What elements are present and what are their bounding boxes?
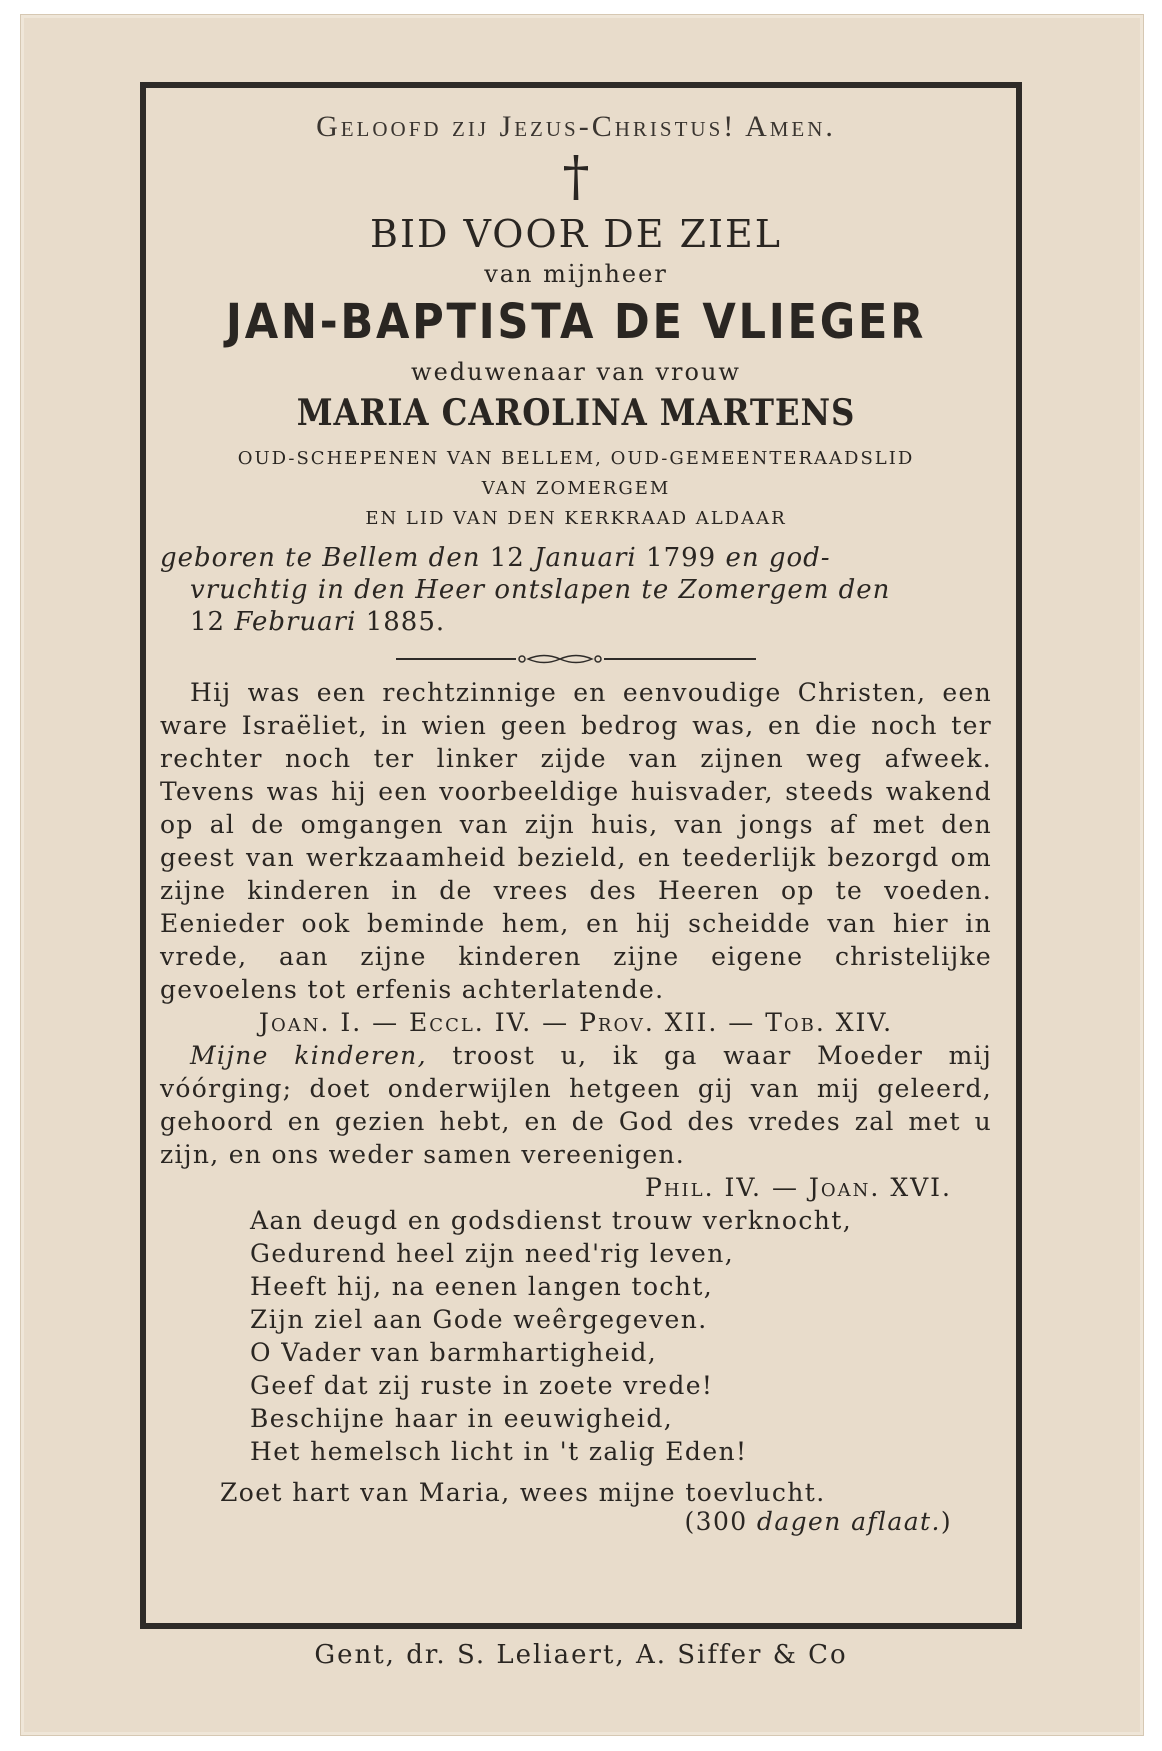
dates-text: en god- <box>716 543 831 573</box>
dates-line-2: vruchtig in den Heer ontslapen te Zomergem den <box>190 575 891 605</box>
verse-line: O Vader van barmhartigheid, <box>250 1338 658 1367</box>
cross-icon: † <box>562 145 590 208</box>
dates-line-1 <box>160 542 992 574</box>
quote-text: troost u, ik ga waar Moeder mij vóórging; doet onderwijlen hetgeen gij van mij geleerd, gehoord en gezien hebt, en de God des vredes zal met u zijn, en ons weder samen vereenigen. <box>160 1041 993 1169</box>
header-text: Geloofd zij Jezus-Christus! Amen. <box>316 110 836 143</box>
dates-text: 12 <box>489 543 525 573</box>
printer-credit: Gent, dr. S. Leliaert, A. Siffer & Co <box>314 1640 848 1670</box>
verse-line: Geef dat zij ruste in zoete vrede! <box>250 1371 714 1400</box>
van-mijnheer: van mijnheer <box>484 260 668 288</box>
quote-block <box>160 1039 992 1171</box>
ornament-divider-icon <box>396 652 756 666</box>
closing-prayer: Zoet hart van Maria, wees mijne toevlucht. <box>220 1478 826 1507</box>
quote-lead: Mijne kinderen, <box>190 1041 427 1070</box>
title-line: OUD-SCHEPENEN VAN BELLEM, OUD-GEMEENTERAADSLID <box>237 448 915 469</box>
indulgence-text: ) <box>940 1507 952 1536</box>
dates-text: Februari <box>234 607 357 637</box>
indulgence-text: dagen aflaat. <box>756 1507 941 1536</box>
indulgence <box>160 1507 992 1536</box>
verse-line: Beschijne haar in eeuwigheid, <box>250 1404 674 1433</box>
titles-block <box>160 444 992 534</box>
scripture-refs-2: Phil. IV. — Joan. XVI. <box>645 1173 952 1202</box>
title-line: VAN ZOMERGEM <box>481 478 671 499</box>
dates-text: Januari <box>524 543 647 573</box>
pray-heading: BID VOOR DE ZIEL <box>370 212 782 256</box>
dates-text: 1799 <box>646 543 717 573</box>
widower-line: weduwenaar van vrouw <box>411 358 741 386</box>
obituary-body <box>160 676 992 1006</box>
card-content <box>160 100 992 1536</box>
title-line: EN LID VAN DEN KERKRAAD ALDAAR <box>365 508 787 529</box>
dates-text: geboren te Bellem den <box>160 543 490 573</box>
obituary-paragraph: Hij was een rechtzinnige en eenvoudige Christen, een ware Israëliet, in wien geen bedrog was, en die noch ter rechter noch ter linker zijde van zijnen weg afweek. Tevens was hij een voorbeeldige huisvader, steeds wakend op al de omgangen van zijn huis, van jongs af met den geest van werkzaamheid bezield, en teederlijk bezorgd om zijne kinderen in de vrees des Heeren op te voeden. Eenieder ook beminde hem, en hij scheidde van hier in vrede, aan zijne kinderen zijne eigene christelijke gevoelens tot erfenis achterlatende. <box>160 678 992 1004</box>
wife-name: MARIA CAROLINA MARTENS <box>296 392 856 434</box>
verse-line: Aan deugd en godsdienst trouw verknocht, <box>250 1206 853 1235</box>
indulgence-text: (300 <box>684 1507 757 1536</box>
verse-line: Het hemelsch licht in 't zalig Eden! <box>250 1437 748 1466</box>
verse-line: Gedurend heel zijn need'rig leven, <box>250 1239 735 1268</box>
verse-line: Zijn ziel aan Gode weêrgegeven. <box>250 1305 708 1334</box>
verse-line: Heeft hij, na eenen langen tocht, <box>250 1272 714 1301</box>
deceased-name: JAN-BAPTISTA DE VLIEGER <box>225 294 927 350</box>
quote-paragraph <box>160 1039 992 1171</box>
dates-block <box>160 542 992 638</box>
scripture-refs-1: Joan. I. — Eccl. IV. — Prov. XII. — Tob. XIV. <box>258 1008 894 1037</box>
dates-text: 1885. <box>356 607 446 637</box>
dates-text: 12 <box>190 607 235 637</box>
verse-block <box>160 1204 992 1468</box>
dates-line-3 <box>160 606 992 638</box>
